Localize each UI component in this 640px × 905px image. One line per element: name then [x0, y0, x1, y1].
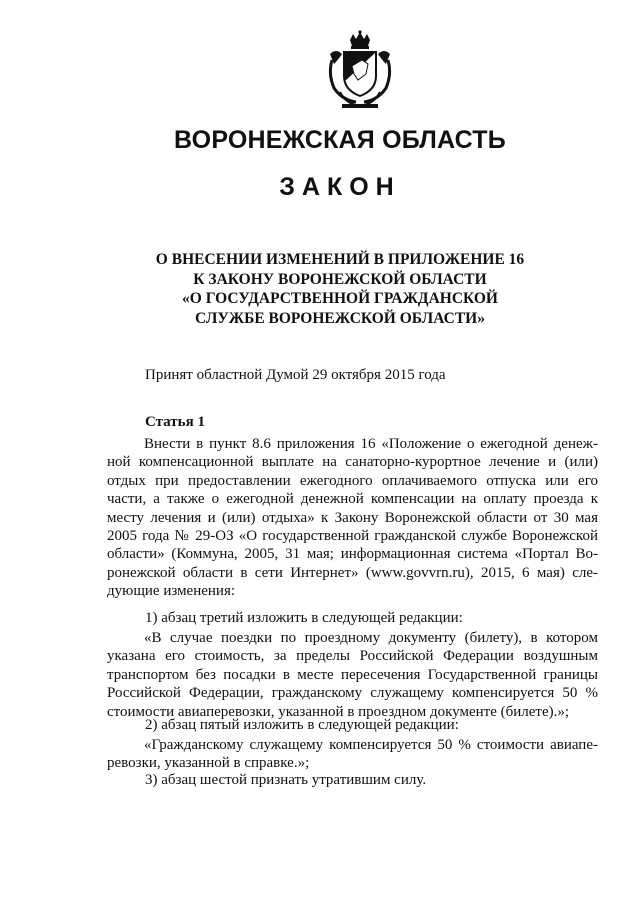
law-title-line: О ВНЕСЕНИИ ИЗМЕНЕНИЙ В ПРИЛОЖЕНИЕ 16	[155, 251, 525, 268]
text-line: дующие изменения:	[107, 583, 236, 600]
text-line: Внести в пункт 8.6 приложения 16 «Положение о ежегодной денеж-	[144, 436, 598, 452]
law-title-line: К ЗАКОНУ ВОРОНЕЖСКОЙ ОБЛАСТИ	[193, 270, 487, 288]
text-line: «В случае поездки по проездному документу (билету), в котором	[144, 630, 598, 646]
text-line: указана его стоимость, за пределы Российской Федерации воздушным	[107, 648, 598, 665]
law-title	[100, 250, 580, 328]
text-line: ной компенсационной выплате на санаторно-курортное лечение и (или)	[107, 454, 598, 471]
text-line: «Гражданскому служащему компенсируется 50 % стоимости авиапе-	[144, 737, 598, 753]
voronezh-coat-of-arms-icon	[322, 30, 398, 110]
article-heading: Статья 1	[145, 414, 205, 430]
law-title-line: «О ГОСУДАРСТВЕННОЙ ГРАЖДАНСКОЙ	[182, 290, 498, 307]
document-type-heading: ЗАКОН	[279, 173, 401, 201]
adoption-date: Принят областной Думой 29 октября 2015 года	[145, 367, 446, 383]
text-line: отдых при предоставлении ежегодного оплачиваемого отпуска или его	[107, 472, 598, 489]
item1-quote-paragraph	[107, 629, 598, 721]
text-line: части, а также о ежегодной денежной компенсации на оплату проезда к	[107, 491, 598, 508]
list-item-1: 1) абзац третий изложить в следующей редакции:	[145, 610, 463, 626]
region-heading: ВОРОНЕЖСКАЯ ОБЛАСТЬ	[174, 126, 506, 154]
list-item-2: 2) абзац пятый изложить в следующей редакции:	[145, 717, 459, 733]
text-line: стоимости авиаперевозки, указанной в проездном документе (билете).»;	[107, 703, 570, 720]
article-intro-paragraph	[107, 435, 598, 601]
list-item-3: 3) абзац шестой признать утратившим силу.	[145, 772, 427, 788]
text-line: транспортом без посадки в месте пересечения Государственной границы	[107, 666, 598, 683]
item2-quote-paragraph	[107, 736, 598, 773]
text-line: месту лечения и (или) отдыха» к Закону Воронежской области от 30 мая	[107, 509, 598, 526]
text-line: Российской Федерации, гражданскому служащему компенсируется 50 %	[107, 685, 598, 702]
text-line: 2005 года № 29-ОЗ «О государственной гражданской службе Воронежской	[107, 528, 598, 545]
text-line: области» (Коммуна, 2005, 31 мая; информационная система «Портал Во-	[107, 546, 598, 563]
text-line: ронежской области в сети Интернет» (www.govvrn.ru), 2015, 6 мая) сле-	[107, 564, 598, 581]
law-title-line: СЛУЖБЕ ВОРОНЕЖСКОЙ ОБЛАСТИ»	[195, 309, 485, 327]
text-line: ревозки, указанной в справке.»;	[107, 755, 310, 772]
